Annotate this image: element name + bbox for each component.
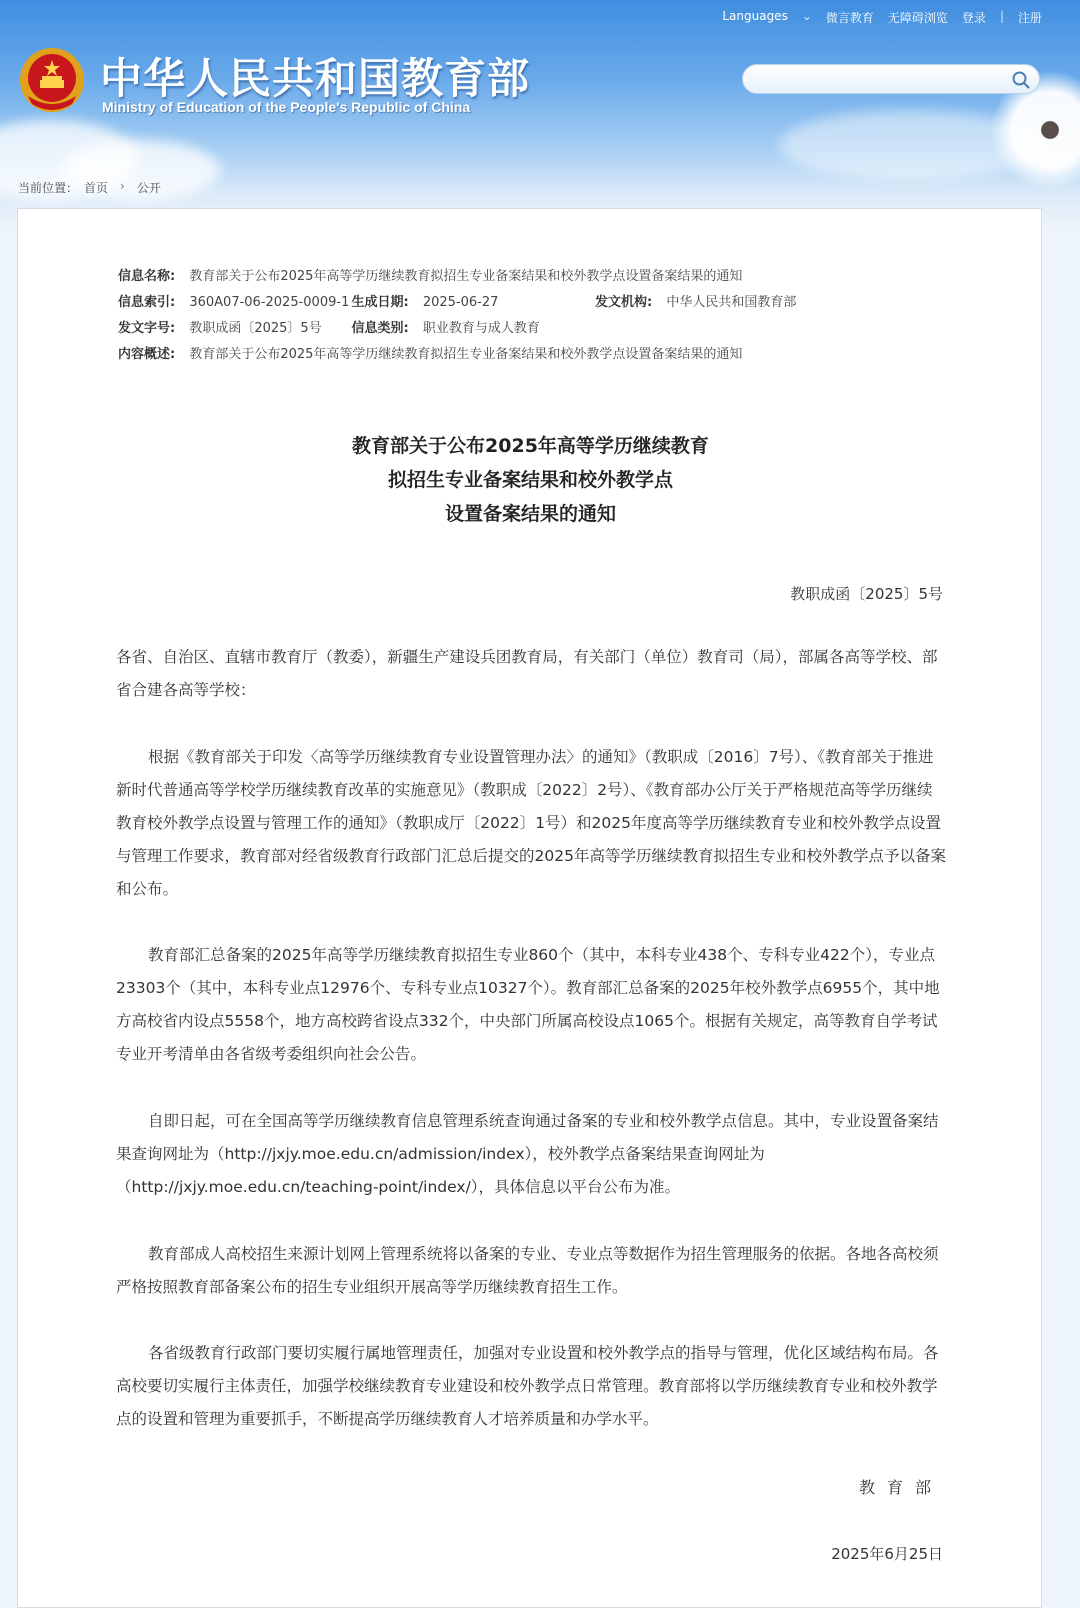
meta-label: 信息类别: [351, 321, 409, 336]
site-title[interactable]: 中华人民共和国教育部 [100, 54, 531, 103]
article-title-line: 教育部关于公布2025年高等学历继续教育 [352, 435, 709, 457]
separator: | [999, 9, 1004, 23]
site-subtitle: Ministry of Education of the People's Republic of China [102, 99, 471, 115]
salutation: 各省、自治区、直辖市教育厅（教委），新疆生产建设兵团教育局，有关部门（单位）教育司（局），部属各高等学校、部省合建各高等学校： [116, 648, 938, 699]
paragraph: 各省级教育行政部门要切实履行属地管理责任，加强对专业设置和校外教学点的指导与管理，优化区域结构布局。各高校要切实履行主体责任，加强学校继续教育专业建设和校外教学点日常管理。教育部将以学历继续教育专业和校外教学点的设置和管理为重要抓手，不断提高学历继续教育人才培养质量和办学水平。 [116, 1344, 939, 1428]
meta-label: 内容概述: [118, 347, 176, 362]
login-link[interactable]: 登录 [961, 11, 986, 25]
meta-value: 教职成函〔2025〕5号 [189, 321, 322, 336]
meta-row-name [118, 265, 742, 284]
meta-value: 职业教育与成人教育 [422, 321, 540, 336]
meta-value: 教育部关于公布2025年高等学历继续教育拟招生专业备案结果和校外教学点设置备案结果的通知 [189, 269, 743, 284]
search-box [742, 64, 1040, 94]
breadcrumb-prefix: 当前位置： [18, 181, 79, 195]
search-icon[interactable] [1011, 70, 1031, 90]
meta-row-index [118, 291, 796, 310]
languages-link[interactable]: Languages [722, 9, 788, 23]
document-number: 教职成函〔2025〕5号 [790, 585, 943, 603]
search-input[interactable] [755, 69, 1009, 91]
paragraph: 教育部汇总备案的2025年高等学历继续教育拟招生专业860个（其中，本科专业438个、专科专业422个），专业点23303个（其中，本科专业点12976个、专科专业点10327个）。教育部汇总备案的2025年校外教学点6955个，其中地方高校省内设点5558个，地方高校跨省设点332个，中央部门所属高校设点1065个。根据有关规定，高等教育自学考试专业开考清单由各省级考委组织向社会公告。 [116, 946, 940, 1063]
paragraph: 教育部成人高校招生来源计划网上管理系统将以备案的专业、专业点等数据作为招生管理服务的依据。各地各高校须严格按照教育部备案公布的招生专业组织开展高等学历继续教育招生工作。 [116, 1245, 939, 1296]
signature: 教育部 [858, 1478, 943, 1497]
national-emblem-icon[interactable] [18, 46, 86, 114]
meta-label: 信息索引: [118, 295, 176, 310]
meta-value: 中华人民共和国教育部 [666, 295, 797, 310]
article-panel [17, 208, 1042, 1608]
meta-row-summary [118, 343, 742, 362]
paragraph: 自即日起，可在全国高等学历继续教育信息管理系统查询通过备案的专业和校外教学点信息。其中，专业设置备案结果查询网址为（http://jxjy.moe.edu.cn/admission/index），校外教学点备案结果查询网址为（http://jxjy.moe.edu.cn/teaching-point/index/），具体信息以平台公布为准。 [116, 1112, 939, 1196]
breadcrumb-home[interactable]: 首页 [84, 181, 109, 195]
breadcrumb [18, 179, 161, 196]
meta-row-docno [118, 317, 540, 336]
meta-label: 生成日期: [351, 295, 409, 310]
site-header [0, 0, 1080, 230]
breadcrumb-current[interactable]: 公开 [136, 181, 161, 195]
meta-label: 发文机构: [594, 295, 653, 310]
meta-value: 2025-06-27 [422, 295, 499, 310]
chevron-down-icon: ⌄ [801, 9, 812, 23]
meta-label: 信息名称: [118, 269, 176, 284]
chevron-right-icon: › [120, 179, 125, 193]
meta-value: 教育部关于公布2025年高等学历继续教育拟招生专业备案结果和校外教学点设置备案结果的通知 [189, 347, 743, 362]
top-links [722, 9, 1042, 26]
wechat-link[interactable]: 微言教育 [825, 11, 874, 25]
article-title-line: 拟招生专业备案结果和校外教学点 [387, 469, 673, 491]
meta-label: 发文字号: [118, 321, 176, 336]
register-link[interactable]: 注册 [1017, 11, 1042, 25]
issue-date: 2025年6月25日 [831, 1545, 943, 1563]
accessibility-link[interactable]: 无障碍浏览 [887, 11, 948, 25]
article-title-line: 设置备案结果的通知 [444, 503, 616, 525]
meta-value: 360A07-06-2025-0009-1 [189, 295, 350, 310]
paragraph: 根据《教育部关于印发〈高等学历继续教育专业设置管理办法〉的通知》（教职成〔2016〕7号）、《教育部关于推进新时代普通高等学校学历继续教育改革的实施意见》（教职成〔2022〕2号）、《教育部办公厅关于严格规范高等学历继续教育校外教学点设置与管理工作的通知》（教职成厅〔2022〕1号）和2025年度高等学历继续教育专业和校外教学点设置与管理工作要求，教育部对经省级教育行政部门汇总后提交的2025年高等学历继续教育拟招生专业和校外教学点予以备案和公布。 [116, 748, 946, 898]
